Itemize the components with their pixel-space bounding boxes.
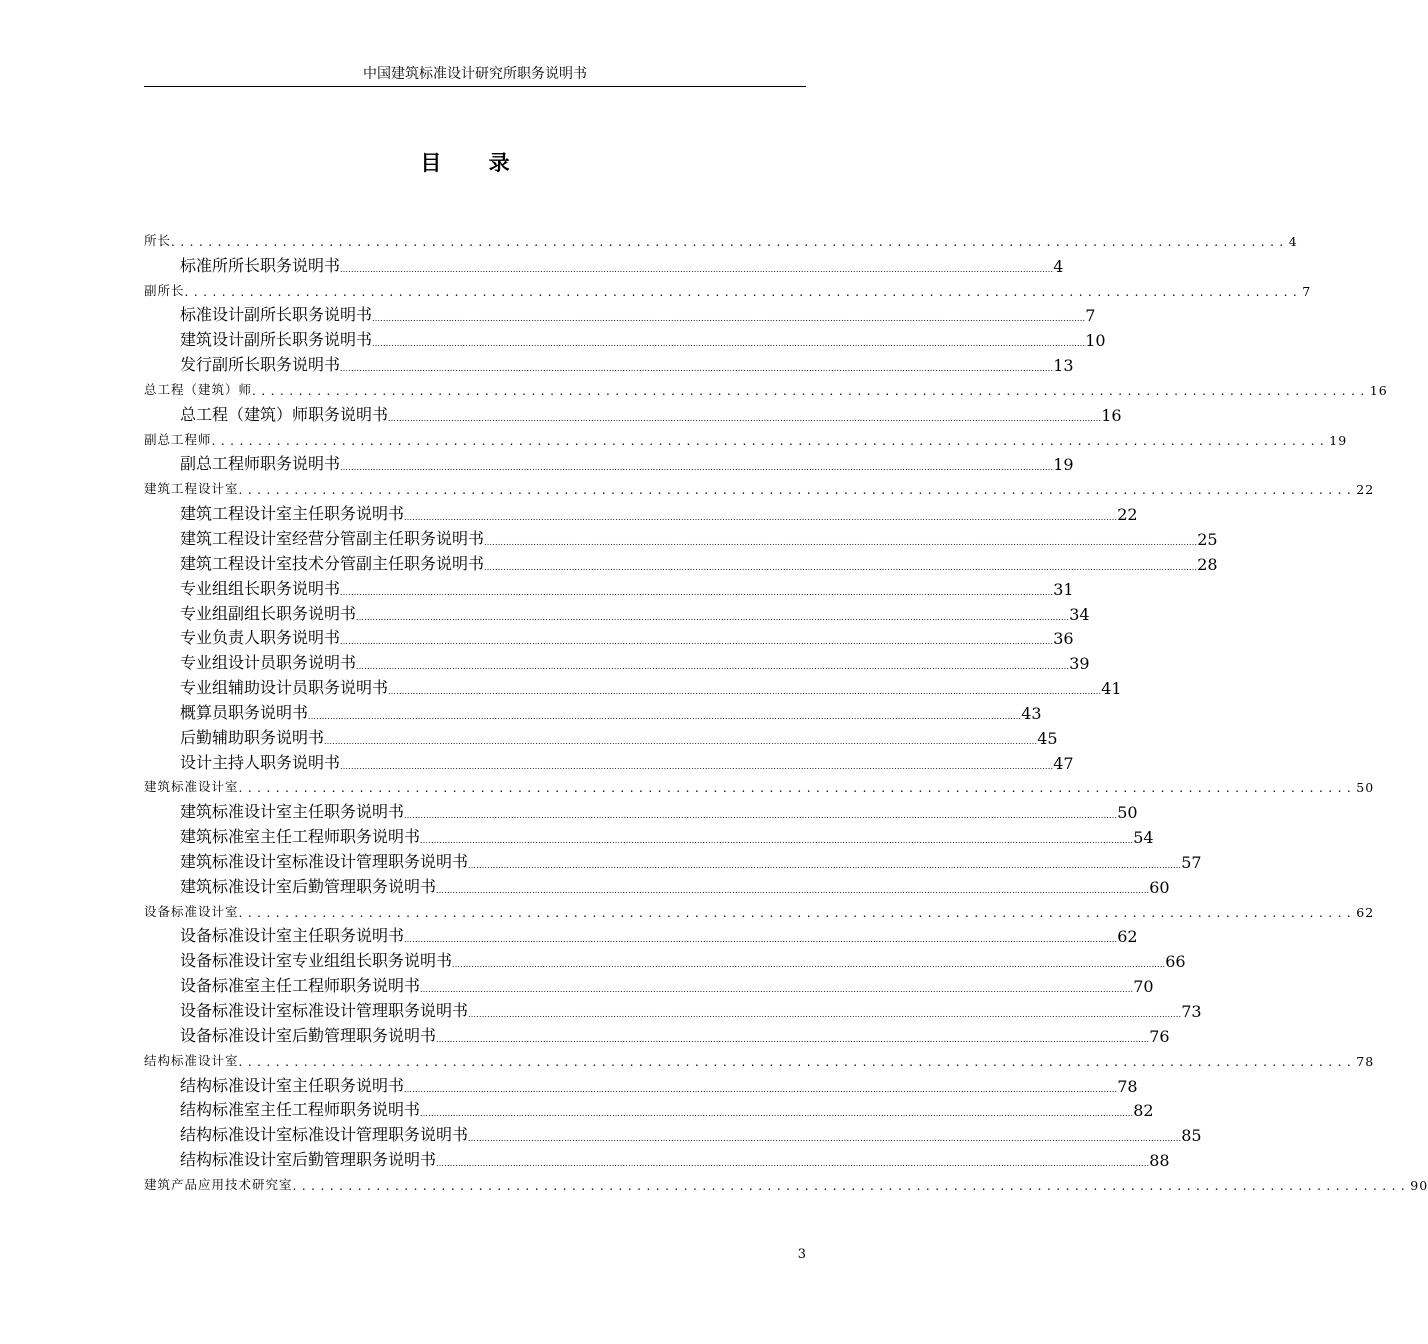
toc-subentry[interactable] <box>144 626 1074 651</box>
toc-dot-leader: .................................................................................................................................................................................................................................................................... <box>356 612 1070 622</box>
toc-entry-page: 10 <box>1085 331 1106 351</box>
toc-entry-page: 62 <box>1356 904 1375 920</box>
toc-section-entry[interactable] <box>144 1048 1375 1073</box>
toc-entry-page: 4 <box>1053 256 1064 276</box>
toc-entry-page: 78 <box>1356 1053 1375 1069</box>
toc-entry-title: 建筑工程设计室经营分管副主任职务说明书 <box>180 528 485 548</box>
toc-subentry[interactable] <box>144 253 1064 278</box>
toc-entry-title: 建筑设计副所长职务说明书 <box>180 330 373 350</box>
toc-entry-page: 25 <box>1197 529 1218 549</box>
toc-subentry[interactable] <box>144 1147 1170 1172</box>
toc-entry-title: 设计主持人职务说明书 <box>180 752 341 772</box>
toc-section-entry[interactable] <box>144 377 1388 402</box>
toc-section-entry[interactable] <box>144 476 1375 501</box>
toc-entry-page: 57 <box>1181 852 1202 872</box>
toc-entry-title: 结构标准设计室主任职务说明书 <box>180 1075 405 1095</box>
toc-subentry[interactable] <box>144 973 1154 998</box>
toc-entry-title: 标准设计副所长职务说明书 <box>180 305 373 325</box>
toc-subentry[interactable] <box>144 650 1090 675</box>
toc-entry-page: 50 <box>1356 780 1375 796</box>
toc-dot-leader: .................................................................................................................................................................................................................................................................... <box>340 587 1054 597</box>
header-rule <box>144 86 806 87</box>
toc-entry-page: 19 <box>1329 432 1348 448</box>
toc-entry-page: 90 <box>1410 1177 1428 1193</box>
toc-entry-page: 13 <box>1053 356 1074 376</box>
toc-entry-page: 50 <box>1117 803 1138 823</box>
toc-entry-page: 7 <box>1302 283 1312 299</box>
toc-entry-title: 设备标准设计室后勤管理职务说明书 <box>180 1025 437 1045</box>
toc-subentry[interactable] <box>144 402 1122 427</box>
toc-dot-leader: ........................................................................................................................ <box>238 905 1357 920</box>
toc-dot-leader: ........................................................................................................................ <box>171 234 1289 249</box>
toc-subentry[interactable] <box>144 874 1170 899</box>
toc-entry-page: 16 <box>1369 382 1388 398</box>
toc-entry-title: 建筑标准室主任工程师职务说明书 <box>180 827 421 847</box>
toc-entry-title: 结构标准设计室标准设计管理职务说明书 <box>180 1125 469 1145</box>
toc-entry-page: 78 <box>1117 1076 1138 1096</box>
toc-entry-title: 建筑产品应用技术研究室 <box>144 1176 293 1192</box>
toc-entry-page: 36 <box>1053 629 1074 649</box>
toc-dot-leader: ........................................................................................................................ <box>211 433 1330 448</box>
toc-entry-title: 结构标准设计室 <box>144 1052 239 1068</box>
toc-section-entry[interactable] <box>144 427 1348 452</box>
toc-entry-page: 19 <box>1053 455 1074 475</box>
toc-subentry[interactable] <box>144 824 1154 849</box>
toc-entry-page: 43 <box>1021 703 1042 723</box>
toc-subentry[interactable] <box>144 526 1218 551</box>
toc-entry-title: 专业组组长职务说明书 <box>180 578 341 598</box>
toc-entry-title: 建筑工程设计室 <box>144 481 239 497</box>
toc-entry-page: 54 <box>1133 828 1154 848</box>
toc-entry-page: 70 <box>1133 977 1154 997</box>
toc-section-entry[interactable] <box>144 228 1298 253</box>
toc-section-entry[interactable] <box>144 278 1312 303</box>
toc-subentry[interactable] <box>144 1122 1202 1147</box>
toc-entry-title: 标准所所长职务说明书 <box>180 255 341 275</box>
toc-dot-leader: .................................................................................................................................................................................................................................................................... <box>404 935 1118 945</box>
toc-dot-leader: .................................................................................................................................................................................................................................................................... <box>372 314 1086 324</box>
toc-entry-page: 82 <box>1133 1101 1154 1121</box>
toc-dot-leader: .................................................................................................................................................................................................................................................................... <box>340 364 1054 374</box>
toc-section-entry[interactable] <box>144 1172 1428 1197</box>
toc-subentry[interactable] <box>144 849 1202 874</box>
toc-dot-leader: .................................................................................................................................................................................................................................................................... <box>308 711 1022 721</box>
toc-subentry[interactable] <box>144 750 1074 775</box>
toc-subentry[interactable] <box>144 1098 1154 1123</box>
toc-subentry[interactable] <box>144 576 1074 601</box>
toc-dot-leader: ........................................................................................................................ <box>238 483 1357 498</box>
toc-dot-leader: .................................................................................................................................................................................................................................................................... <box>388 413 1102 423</box>
toc-dot-leader: .................................................................................................................................................................................................................................................................... <box>436 885 1150 895</box>
toc-dot-leader: ........................................................................................................................ <box>292 1178 1411 1193</box>
toc-subentry[interactable] <box>144 452 1074 477</box>
running-header: 中国建筑标准设计研究所职务说明书 <box>363 66 587 82</box>
toc-subentry[interactable] <box>144 675 1122 700</box>
toc-entry-title: 建筑标准设计室主任职务说明书 <box>180 802 405 822</box>
toc-entry-title: 总工程（建筑）师 <box>144 381 253 397</box>
toc-entry-title: 结构标准设计室后勤管理职务说明书 <box>180 1150 437 1170</box>
toc-subentry[interactable] <box>144 998 1202 1023</box>
toc-dot-leader: ........................................................................................................................ <box>184 284 1303 299</box>
toc-subentry[interactable] <box>144 924 1138 949</box>
toc-entry-page: 22 <box>1117 505 1138 525</box>
toc-dot-leader: .................................................................................................................................................................................................................................................................... <box>484 537 1198 547</box>
toc-dot-leader: .................................................................................................................................................................................................................................................................... <box>484 562 1198 572</box>
toc-subentry[interactable] <box>144 601 1090 626</box>
toc-dot-leader: .................................................................................................................................................................................................................................................................... <box>420 1109 1134 1119</box>
toc-title: 目 录 <box>420 150 530 175</box>
toc-dot-leader: .................................................................................................................................................................................................................................................................... <box>324 736 1038 746</box>
toc-entry-page: 66 <box>1165 952 1186 972</box>
toc-dot-leader: .................................................................................................................................................................................................................................................................... <box>468 1134 1182 1144</box>
toc-entry-page: 60 <box>1149 877 1170 897</box>
toc-dot-leader: .................................................................................................................................................................................................................................................................... <box>340 637 1054 647</box>
toc-entry-page: 39 <box>1069 654 1090 674</box>
toc-dot-leader: .................................................................................................................................................................................................................................................................... <box>468 1010 1182 1019</box>
toc-entry-title: 所长 <box>144 232 172 248</box>
toc-entry-title: 概算员职务说明书 <box>180 702 309 722</box>
table-of-contents <box>144 228 1428 1197</box>
toc-dot-leader: .................................................................................................................................................................................................................................................................... <box>436 1034 1150 1044</box>
toc-entry-title: 建筑标准设计室后勤管理职务说明书 <box>180 876 437 896</box>
toc-entry-page: 34 <box>1069 604 1090 624</box>
toc-entry-page: 62 <box>1117 927 1138 947</box>
toc-subentry[interactable] <box>144 551 1218 576</box>
toc-subentry[interactable] <box>144 352 1074 377</box>
toc-entry-page: 47 <box>1053 753 1074 773</box>
toc-entry-title: 后勤辅助职务说明书 <box>180 727 325 747</box>
toc-dot-leader: ........................................................................................................................ <box>252 383 1370 398</box>
toc-subentry[interactable] <box>144 1073 1138 1098</box>
toc-entry-title: 建筑标准设计室标准设计管理职务说明书 <box>180 851 469 871</box>
page-number: 3 <box>797 1247 806 1262</box>
toc-entry-title: 设备标准设计室专业组组长职务说明书 <box>180 951 453 971</box>
toc-entry-page: 76 <box>1149 1026 1170 1046</box>
toc-dot-leader: .................................................................................................................................................................................................................................................................... <box>388 687 1102 697</box>
toc-section-entry[interactable] <box>144 775 1375 800</box>
toc-dot-leader: .................................................................................................................................................................................................................................................................... <box>404 1084 1118 1094</box>
toc-entry-title: 建筑工程设计室技术分管副主任职务说明书 <box>180 553 485 573</box>
toc-entry-page: 22 <box>1356 482 1375 498</box>
toc-entry-title: 建筑标准设计室 <box>144 779 239 795</box>
toc-entry-title: 专业组辅助设计员职务说明书 <box>180 678 389 698</box>
toc-entry-title: 设备标准室主任工程师职务说明书 <box>180 976 421 996</box>
toc-subentry[interactable] <box>144 799 1138 824</box>
toc-subentry[interactable] <box>144 948 1186 973</box>
toc-dot-leader: .................................................................................................................................................................................................................................................................... <box>340 463 1054 473</box>
toc-entry-title: 结构标准室主任工程师职务说明书 <box>180 1100 421 1120</box>
toc-dot-leader: .................................................................................................................................................................................................................................................................... <box>420 985 1134 995</box>
toc-entry-title: 副总工程师 <box>144 431 212 447</box>
toc-entry-title: 设备标准设计室 <box>144 903 239 919</box>
toc-entry-title: 发行副所长职务说明书 <box>180 355 341 375</box>
toc-entry-title: 总工程（建筑）师职务说明书 <box>180 404 389 424</box>
toc-entry-page: 7 <box>1085 306 1096 326</box>
toc-entry-page: 16 <box>1101 405 1122 425</box>
toc-dot-leader: ........................................................................................................................ <box>238 1054 1357 1069</box>
toc-entry-title: 专业组设计员职务说明书 <box>180 653 357 673</box>
toc-dot-leader: ........................................................................................................................ <box>238 781 1357 796</box>
toc-entry-title: 设备标准设计室主任职务说明书 <box>180 926 405 946</box>
toc-subentry[interactable] <box>144 501 1138 526</box>
toc-section-entry[interactable] <box>144 899 1375 924</box>
toc-dot-leader: .................................................................................................................................................................................................................................................................... <box>420 836 1134 846</box>
toc-dot-leader: .................................................................................................................................................................................................................................................................... <box>340 761 1054 771</box>
toc-dot-leader: .................................................................................................................................................................................................................................................................... <box>468 860 1182 870</box>
toc-entry-page: 4 <box>1288 233 1298 249</box>
toc-entry-title: 设备标准设计室标准设计管理职务说明书 <box>180 1001 469 1020</box>
toc-dot-leader: .................................................................................................................................................................................................................................................................... <box>436 1159 1150 1169</box>
toc-entry-title: 专业组副组长职务说明书 <box>180 603 357 623</box>
toc-subentry[interactable] <box>144 1023 1170 1048</box>
toc-dot-leader: .................................................................................................................................................................................................................................................................... <box>340 264 1054 274</box>
toc-subentry[interactable] <box>144 725 1058 750</box>
toc-subentry[interactable] <box>144 327 1106 352</box>
toc-dot-leader: .................................................................................................................................................................................................................................................................... <box>356 662 1070 672</box>
toc-subentry[interactable] <box>144 700 1042 725</box>
toc-entry-page: 73 <box>1181 1002 1202 1021</box>
toc-entry-title: 专业负责人职务说明书 <box>180 628 341 648</box>
toc-entry-page: 28 <box>1197 554 1218 574</box>
toc-dot-leader: .................................................................................................................................................................................................................................................................... <box>404 811 1118 821</box>
toc-entry-page: 31 <box>1053 579 1074 599</box>
toc-entry-page: 45 <box>1037 728 1058 748</box>
toc-entry-title: 建筑工程设计室主任职务说明书 <box>180 504 405 524</box>
toc-subentry[interactable] <box>144 303 1096 328</box>
toc-entry-page: 88 <box>1149 1151 1170 1171</box>
toc-dot-leader: .................................................................................................................................................................................................................................................................... <box>452 960 1166 970</box>
toc-dot-leader: .................................................................................................................................................................................................................................................................... <box>372 339 1086 349</box>
toc-entry-title: 副总工程师职务说明书 <box>180 454 341 474</box>
toc-entry-title: 副所长 <box>144 282 185 298</box>
toc-entry-page: 85 <box>1181 1126 1202 1146</box>
toc-entry-page: 41 <box>1101 679 1122 699</box>
toc-dot-leader: .................................................................................................................................................................................................................................................................... <box>404 513 1118 523</box>
